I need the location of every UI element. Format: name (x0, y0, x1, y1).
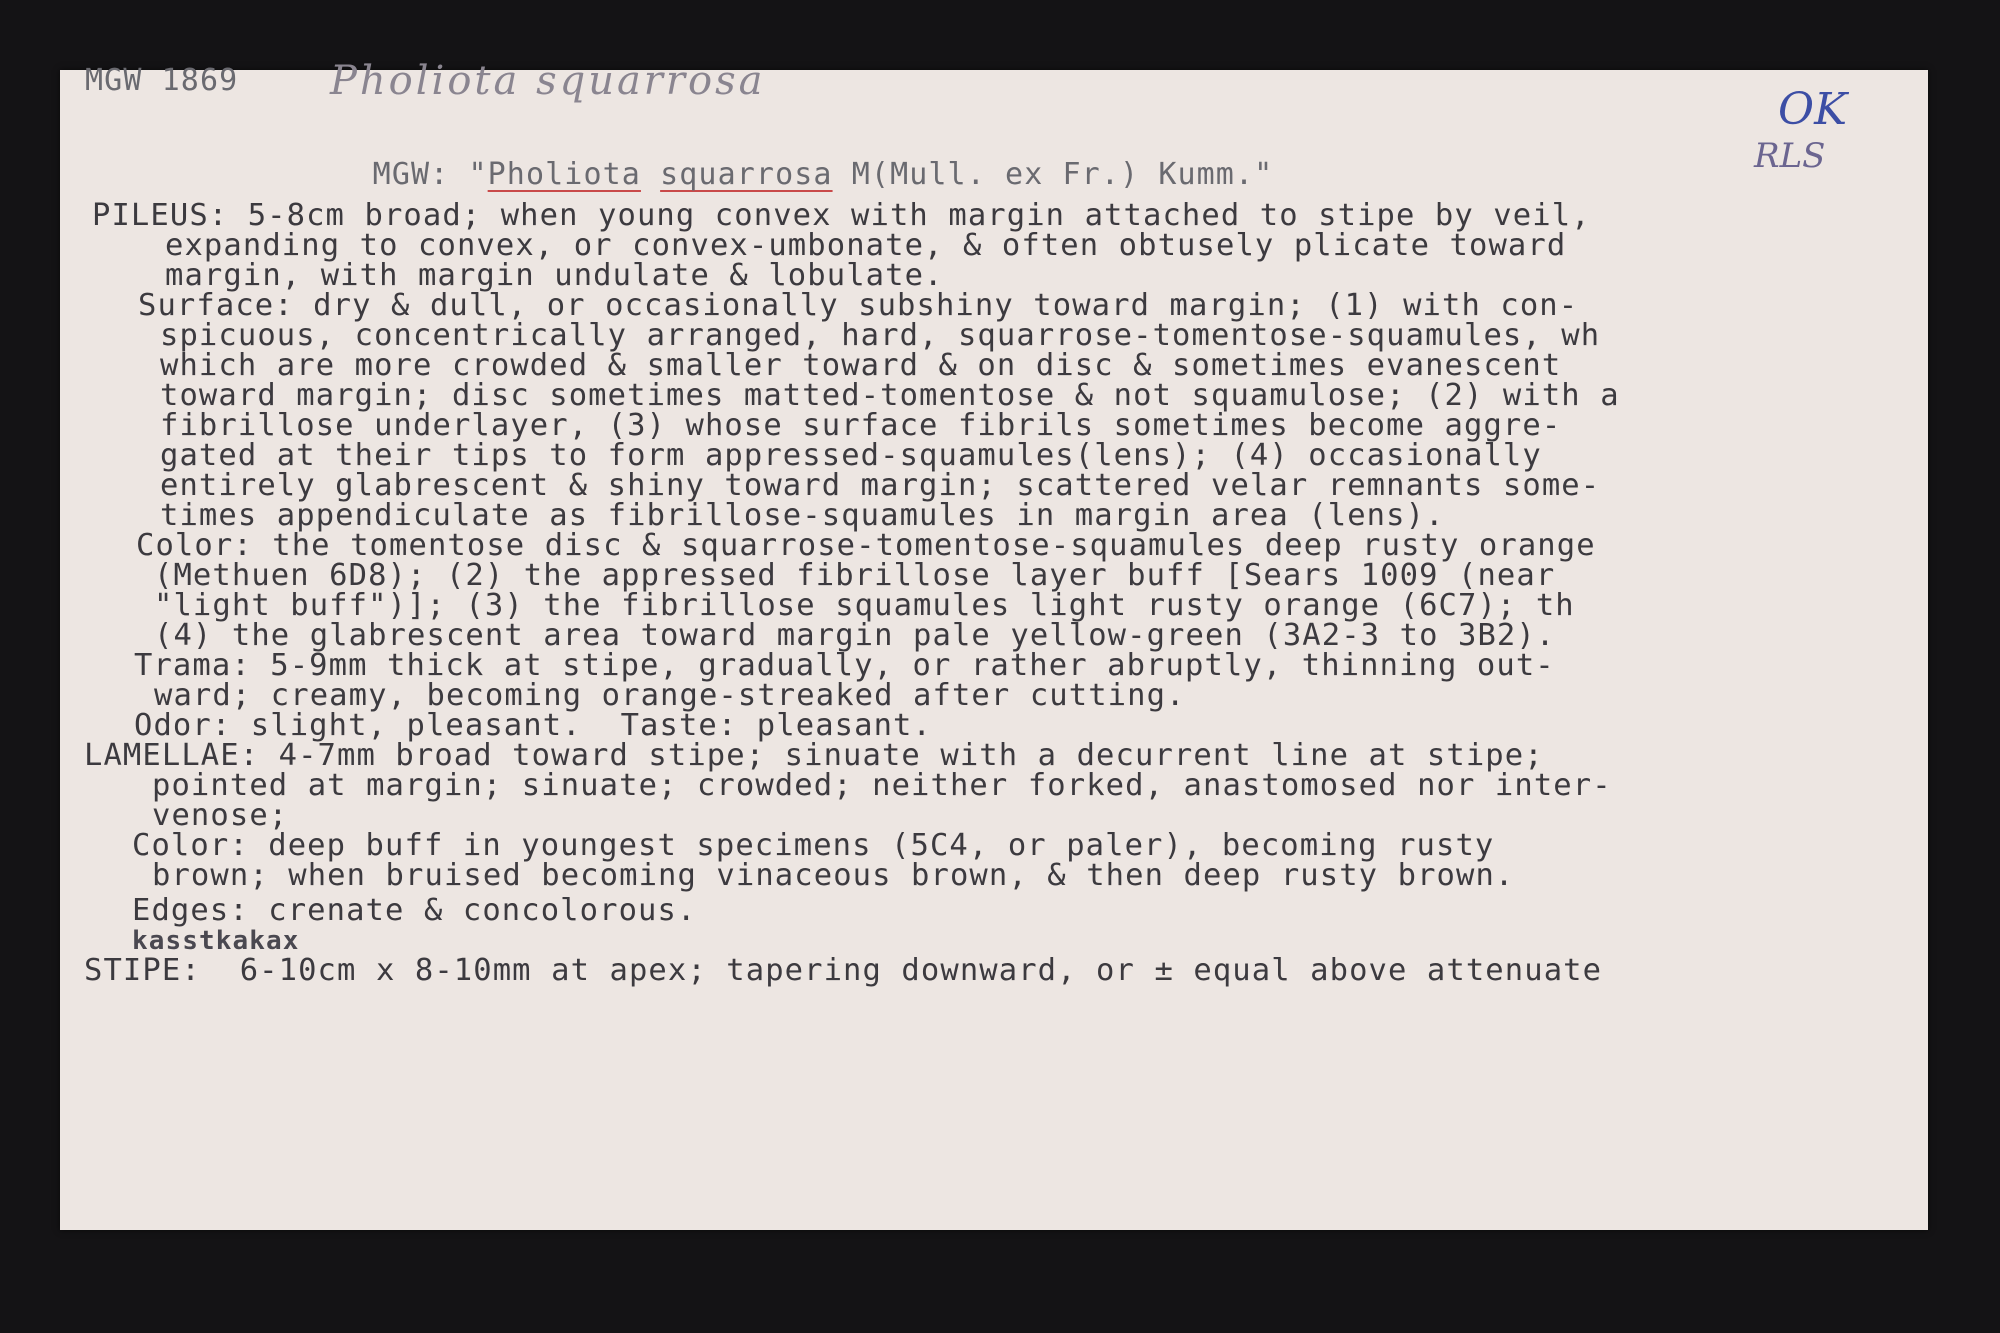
title-genus: Pholiota (487, 157, 641, 192)
lamellae-color-line: Color: deep buff in youngest specimens (5C4, or paler), becoming rusty (132, 828, 1495, 863)
edges-line: Edges: crenate & concolorous. (132, 893, 697, 928)
description-line: which are more crowded & smaller toward & on disc & sometimes evanescent (160, 348, 1562, 383)
pileus-heading-line: PILEUS: 5-8cm broad; when young convex with margin attached to stipe by veil, (92, 198, 1591, 233)
description-line: venose; (152, 798, 289, 833)
title-author: M(Mull. ex Fr.) Kumm." (832, 157, 1274, 192)
struck-out-word: kasstkakax (132, 926, 300, 956)
handwritten-initials: RLS (1754, 136, 1826, 176)
trama-heading-line: Trama: 5-9mm thick at stipe, gradually, or rather abruptly, thinning out- (134, 648, 1555, 683)
description-line: gated at their tips to form appressed-squamules(lens); (4) occasionally (160, 438, 1542, 473)
description-line: expanding to convex, or convex-umbonate, & often obtusely plicate toward (165, 228, 1567, 263)
odor-taste-line: Odor: slight, pleasant. Taste: pleasant. (134, 708, 932, 743)
description-line: toward margin; disc sometimes matted-tomentose & not squamulose; (2) with a (160, 378, 1620, 413)
description-line: (Methuen 6D8); (2) the appressed fibrillose layer buff [Sears 1009 (near (154, 558, 1556, 593)
description-line: brown; when bruised becoming vinaceous brown, & then deep rusty brown. (152, 858, 1515, 893)
description-line: ward; creamy, becoming orange-streaked after cutting. (154, 678, 1186, 713)
handwritten-species-name: Pholiota squarrosa (330, 58, 766, 104)
accession-number: MGW 1869 (85, 63, 239, 98)
handwritten-ok-mark: OK (1778, 84, 1847, 135)
specimen-index-card (60, 58, 1928, 1230)
title-species: squarrosa (660, 157, 833, 192)
title-prefix: MGW: " (372, 157, 488, 192)
description-line: "light buff")]; (3) the fibrillose squamules light rusty orange (6C7); th (154, 588, 1575, 623)
description-line: entirely glabrescent & shiny toward margin; scattered velar remnants some- (160, 468, 1601, 503)
lamellae-heading-line: LAMELLAE: 4-7mm broad toward stipe; sinuate with a decurrent line at stipe; (84, 738, 1544, 773)
description-line: spicuous, concentrically arranged, hard, squarrose-tomentose-squamules, wh (160, 318, 1601, 353)
description-line: pointed at margin; sinuate; crowded; neither forked, anastomosed nor inter- (152, 768, 1612, 803)
description-line: fibrillose underlayer, (3) whose surface fibrils sometimes become aggre- (160, 408, 1562, 443)
description-line: margin, with margin undulate & lobulate. (165, 258, 944, 293)
description-line: times appendiculate as fibrillose-squamules in margin area (lens). (160, 498, 1445, 533)
description-line: (4) the glabrescent area toward margin pale yellow-green (3A2-3 to 3B2). (154, 618, 1556, 653)
stipe-heading-line: STIPE: 6-10cm x 8-10mm at apex; tapering downward, or ± equal above attenuate (84, 953, 1603, 988)
color-heading-line: Color: the tomentose disc & squarrose-tomentose-squamules deep rusty orange (136, 528, 1596, 563)
surface-heading-line: Surface: dry & dull, or occasionally subshiny toward margin; (1) with con- (138, 288, 1579, 323)
